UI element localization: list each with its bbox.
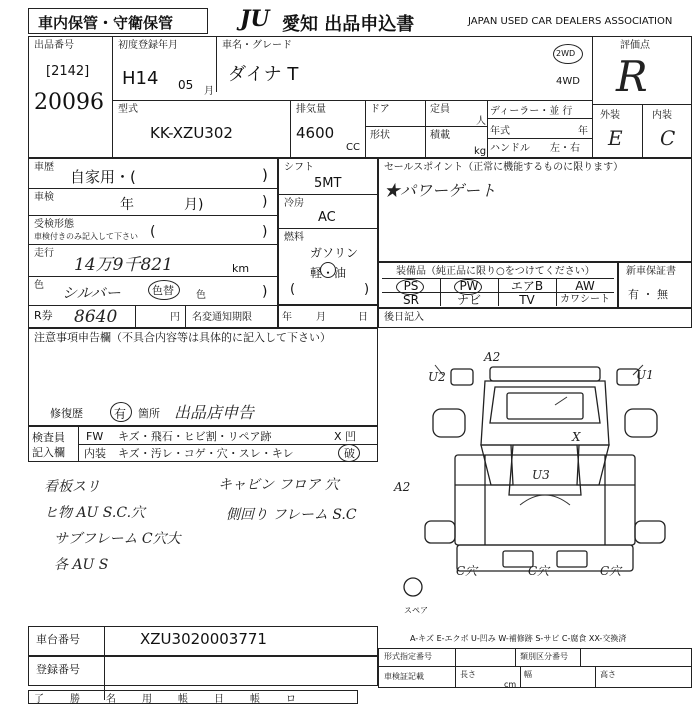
score-value: R <box>616 52 648 101</box>
color-label: 色 <box>34 280 44 291</box>
later-block <box>378 308 692 328</box>
inspection-year: 年 <box>120 197 134 213</box>
ac-value: AC <box>318 210 336 225</box>
first-reg-year: H14 <box>122 68 159 89</box>
fuel-diesel: 軽・油 <box>310 266 347 280</box>
damage-bottom-1: C穴 <box>456 564 478 578</box>
spare-label: スペア <box>404 606 428 615</box>
inspector-label-1: 検査員 <box>32 431 65 444</box>
load-label: 積載 <box>430 130 450 141</box>
fuel-close: ) <box>364 282 370 297</box>
history-value: 自家用・( <box>70 168 136 186</box>
length-label: 長さ <box>460 670 476 679</box>
handle-options: 左・右 <box>550 143 580 154</box>
model-year-label: 年式 <box>490 126 510 137</box>
warranty-value: 有 ・ 無 <box>628 288 668 301</box>
org-english: JAPAN USED CAR DEALERS ASSOCIATION <box>468 16 673 27</box>
bottom-strip-item: 帳 <box>178 694 188 705</box>
receipt-open: ( <box>150 224 156 240</box>
equipment-label: 装備品（純正品に限り○をつけてください） <box>396 266 595 277</box>
name-change-label: 名変通知期限 <box>192 312 252 323</box>
inspection-close: ) <box>262 194 268 210</box>
capacity-label: 定員 <box>430 104 450 115</box>
model-year-unit: 年 <box>578 126 588 137</box>
name-change-month: 月 <box>316 312 326 323</box>
ju-logo: JU <box>240 6 270 32</box>
handle-label: ハンドル <box>490 143 530 154</box>
first-reg-month: 05 <box>178 78 194 92</box>
equip-navi: ナビ <box>456 293 481 307</box>
damage-left-top: U2 <box>428 370 446 384</box>
mileage-label: 走行 <box>34 248 54 259</box>
type-label: 型式 <box>118 104 138 115</box>
int-label: 内装 <box>652 110 672 121</box>
selling-block <box>378 158 692 262</box>
int-value: C <box>660 126 676 150</box>
displacement-unit: CC <box>346 142 360 153</box>
model-label: 車名・グレード <box>222 40 292 51</box>
ac-label: 冷房 <box>284 198 304 209</box>
bottom-strip-item: 日 <box>214 694 224 705</box>
chassis-value: XZU3020003771 <box>140 630 267 648</box>
storage-note: 車内保管・守衛保管 <box>38 14 174 32</box>
receipt-close: ) <box>262 224 268 240</box>
shift-value: 5MT <box>314 176 342 191</box>
type-value: KK-XZU302 <box>150 124 233 142</box>
ext-label: 外装 <box>600 110 620 121</box>
name-change-box <box>278 305 378 328</box>
color-value: シルバー <box>62 284 121 302</box>
reg-length-label: 車検証記載 <box>384 672 424 681</box>
fuel-circle <box>320 262 336 278</box>
shape-label: 形状 <box>370 130 390 141</box>
fuel-label: 燃料 <box>284 232 304 243</box>
inspector-row1-head: FW <box>86 430 104 443</box>
recycle-unit: 円 <box>170 312 180 323</box>
lot-label: 出品番号 <box>34 40 74 51</box>
load-unit: kg <box>474 146 487 157</box>
equip-pw: PW <box>459 279 479 293</box>
shift-label: シフト <box>284 162 314 173</box>
inspector-note-2: ヒ物 AU S.C.穴 <box>44 505 146 521</box>
location-value: 出品店申告 <box>174 403 255 422</box>
width-label: 幅 <box>524 670 532 679</box>
damage-bottom-2: C穴 <box>528 564 550 578</box>
inspector-row2-head: 内装 <box>84 447 106 460</box>
history-close: ) <box>262 166 268 184</box>
height-label: 高さ <box>600 670 616 679</box>
displacement-value: 4600 <box>296 124 335 142</box>
registration-block <box>28 656 378 686</box>
equip-aw: AW <box>575 279 595 293</box>
chassis-label: 車台番号 <box>36 633 80 646</box>
later-label: 後日記入 <box>384 312 424 323</box>
damage-bottom-3: C穴 <box>600 564 622 578</box>
model-name: ダイナ T <box>228 64 299 85</box>
paint-label: 色 <box>196 290 206 301</box>
doors-label: ドア <box>370 104 390 115</box>
paint-word: 色替 <box>152 284 174 297</box>
repair-value: 有 <box>114 407 127 421</box>
class-label: 類別区分番号 <box>520 652 568 661</box>
warranty-label: 新車保証書 <box>626 266 676 277</box>
damage-left-mid: A2 <box>394 480 411 494</box>
inspector-note-3: サブフレーム C穴大 <box>54 531 181 547</box>
first-reg-month-unit: 月 <box>204 86 214 97</box>
damage-mid-right: U3 <box>532 468 550 482</box>
inspector-row1-end: X 凹 <box>334 430 357 443</box>
drive-2wd: 2WD <box>556 49 576 58</box>
first-reg-label: 初度登録年月 <box>118 40 178 51</box>
bottom-strip-item: 勝 <box>70 694 80 705</box>
bottom-strip-item: 用 <box>142 694 152 705</box>
inspector-row1-items: キズ・飛石・ヒビ割・リペア跡 <box>118 430 272 443</box>
damage-legend: A-キズ E-エクボ U-凹み W-補修跡 S-サビ C-腐食 XX-交換済 <box>410 634 627 643</box>
inspector-note-right-2: 側回り フレーム S.C <box>226 507 357 523</box>
inspector-note-4: 各 AU S <box>54 557 109 573</box>
location-label: 箇所 <box>138 407 160 420</box>
inspection-label: 車検 <box>34 192 54 203</box>
notes-label: 注意事項申告欄（不具合内容等は具体的に記入して下さい） <box>34 331 331 344</box>
dealer-label: ディーラー・並 行 <box>490 106 573 117</box>
receipt-note: 車検付きのみ記入して下さい <box>34 232 138 241</box>
org-title: 愛知 出品申込書 <box>282 14 415 35</box>
capacity-unit: 人 <box>476 116 486 127</box>
bottom-strip-item: 名 <box>106 694 116 705</box>
inspector-row2-end: 破 <box>344 447 355 460</box>
lot-sub-number: [2142] <box>46 64 90 79</box>
registration-label: 登録番号 <box>36 663 80 676</box>
bottom-strip-item: 帳 <box>250 694 260 705</box>
history-label: 車歴 <box>34 162 54 173</box>
bottom-strip-item: ロ <box>286 694 296 705</box>
selling-value: ★パワーゲート <box>384 181 497 200</box>
equip-ps: PS <box>403 279 419 293</box>
inspector-circle-end <box>338 444 360 462</box>
recycle-label: R券 <box>34 309 53 322</box>
length-unit: cm <box>504 680 517 689</box>
bottom-strip-items <box>34 690 296 705</box>
spec-label: 形式指定番号 <box>384 652 432 661</box>
name-change-day: 日 <box>358 312 368 323</box>
fuel-open: ( <box>290 282 296 297</box>
inspector-label-2: 記入欄 <box>32 446 65 459</box>
equip-tv: TV <box>519 293 535 307</box>
lot-number: 20096 <box>34 90 104 115</box>
fuel-value: ガソリン <box>310 246 359 260</box>
selling-label: セールスポイント（正常に機能するものに限ります） <box>384 162 624 173</box>
ext-value: E <box>608 126 623 150</box>
mileage-value: 14万9千821 <box>74 255 173 275</box>
name-change-year: 年 <box>282 312 292 323</box>
mileage-unit: km <box>232 262 250 275</box>
equip-pw-circle <box>454 279 482 295</box>
equip-ps-circle <box>396 279 424 295</box>
equip-sr: SR <box>403 293 419 307</box>
drive-4wd: 4WD <box>556 76 580 87</box>
inspector-note-right-1: キャビン フロア 穴 <box>218 477 339 493</box>
repair-label: 修復歴 <box>50 407 83 420</box>
inspector-note-1: 看板スリ <box>44 479 100 495</box>
recycle-value: 8640 <box>74 307 118 327</box>
equip-leather: カワシート <box>560 294 610 305</box>
color-close: ) <box>262 284 268 300</box>
damage-top: A2 <box>484 350 501 364</box>
displacement-label: 排気量 <box>296 104 326 115</box>
damage-right-top: U1 <box>636 368 654 382</box>
equip-airbag: エアB <box>510 279 544 293</box>
damage-x-mark: X <box>572 430 581 444</box>
inspector-row2-items: キズ・汚レ・コゲ・穴・スレ・キレ <box>118 447 294 460</box>
receipt-label: 受検形態 <box>34 219 74 230</box>
bottom-strip-item: 了 <box>34 694 44 705</box>
inspection-month: 月) <box>184 197 204 213</box>
score-label: 評価点 <box>620 40 650 51</box>
